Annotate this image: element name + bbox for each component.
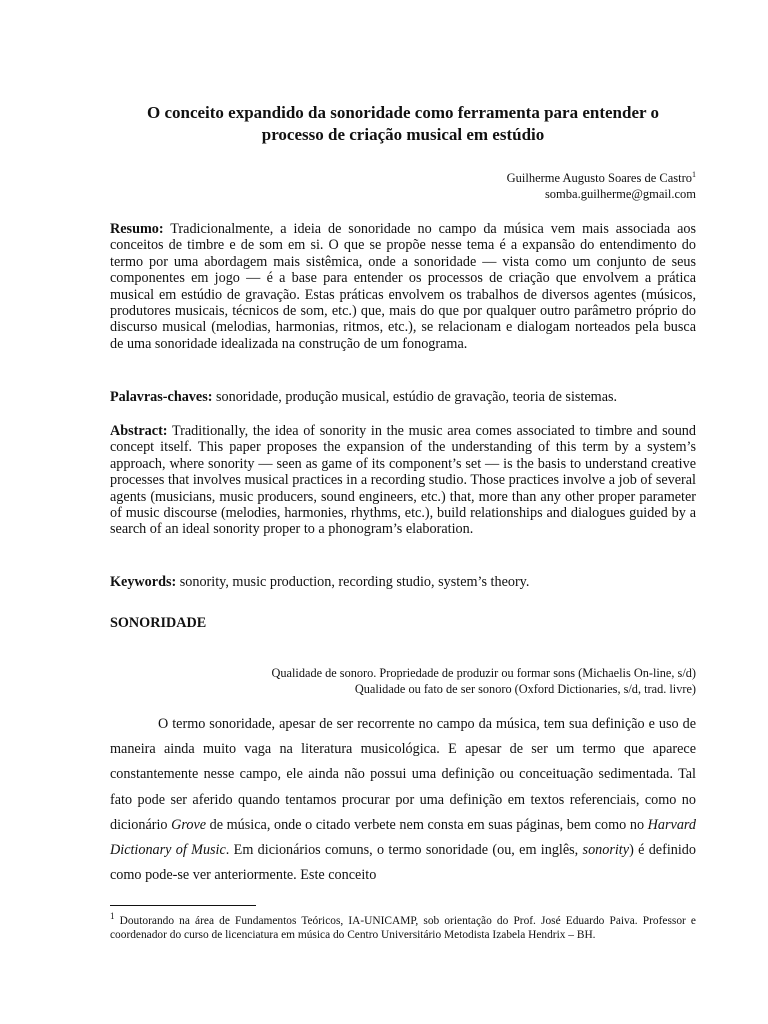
author-name: Guilherme Augusto Soares de Castro (506, 171, 692, 185)
palavras-text: sonoridade, produção musical, estúdio de gravação, teoria de sistemas. (212, 389, 618, 405)
body-part-3: . Em dicionários comuns, o termo sonoridade (ou, em inglês, (225, 842, 583, 859)
section-heading: SONORIDADE (110, 615, 207, 631)
body-part-4: ) é definido como pode-se ver anteriormente. Este conceito (110, 842, 696, 884)
body-italic-grove: Grove (171, 816, 207, 833)
paper-page (110, 0, 696, 1024)
paper-title (110, 102, 696, 146)
epigraph (136, 665, 696, 697)
epigraph-line-1: Qualidade de sonoro. Propriedade de produzir ou formar sons (Michaelis On-line, s/d) (271, 666, 696, 680)
footnote-text: Doutorando na área de Fundamentos Teóricos, IA-UNICAMP, sob orientação do Prof. José Eduardo Paiva. Professor e coordenador do curso de licenciatura em música do Centro Universitário Metodista Izabela Hendrix – BH. (110, 914, 696, 942)
footnote (110, 909, 696, 943)
body-italic-harvard: Harvard Dictionary of Music (110, 816, 696, 859)
body-italic-sonority: sonority (582, 842, 630, 859)
abstract-text: Traditionally, the idea of sonority in the music area comes associated to timbre and sound concept itself. This paper proposes the expansion of the understanding of this term by a system’s approach, where sonority — seen as game of its component’s set — is the basis to understand creative processes that involves musical practices in a recording studio. Those practices involve a job of several agents (musicians, music producers, sound engineers, etc.) that, more than any other proper parameter of music discourse (melodies, harmonies, rhythms, etc.), build relationships and dialogues guided by a search of an ideal sonority proper to a phonogram’s elaboration. (110, 423, 696, 538)
title-line-1: O conceito expandido da sonoridade como ferramenta para entender o (146, 103, 659, 122)
title-line-2: processo de criação musical em estúdio (261, 125, 545, 144)
keywords-paragraph (110, 574, 696, 590)
abstract-label: Abstract: (110, 423, 168, 439)
resumo-label: Resumo: (110, 221, 164, 237)
author-footnote-mark: 1 (692, 169, 696, 179)
body-paragraph (110, 712, 696, 888)
resumo-paragraph (110, 221, 696, 352)
body-part-1: O termo sonoridade, apesar de ser recorrente no campo da música, tem sua definição e uso de maneira ainda muito vaga na literatura musicológica. E apesar de ser um termo que aparece constantemente nesse campo, ele ainda não possui uma definição ou conceituação sedimentada. Tal fato pode ser aferido quando tentamos procurar por uma definição em textos referenciais, como no dicionário (110, 716, 696, 833)
author-name-line (296, 170, 696, 186)
palavras-chaves-paragraph (110, 389, 696, 405)
keywords-text: sonority, music production, recording studio, system’s theory. (176, 574, 530, 590)
body-text (110, 712, 696, 888)
resumo-text: Tradicionalmente, a ideia de sonoridade no campo da música vem mais associada aos conceitos de timbre e de som em si. O que se propõe nesse tema é a expansão do entendimento do termo por uma abordagem mais sistêmica, onde a sonoridade — vista como um conjunto de seus componentes em jogo — é a base para entender os processos de criação que envolvem a prática musical em estúdio de gravação. Estas práticas envolvem os trabalhos de diversos agentes (músicos, produtores musicais, técnicos de som, etc.) que, mais do que por qualquer outro parâmetro próprio do discurso musical (melodias, harmonias, ritmos, etc.), se relacionam e dialogam norteados pela busca de uma sonoridade idealizada na construção de um fonograma. (110, 221, 696, 352)
footnote-divider (110, 905, 256, 906)
footnote-mark: 1 (110, 911, 115, 921)
palavras-label: Palavras-chaves: (110, 389, 213, 405)
author-email: somba.guilherme@gmail.com (544, 187, 696, 201)
author-block (296, 170, 696, 202)
epigraph-line-2: Qualidade ou fato de ser sonoro (Oxford Dictionaries, s/d, trad. livre) (354, 682, 696, 696)
keywords-label: Keywords: (110, 574, 177, 590)
abstract-paragraph (110, 423, 696, 538)
body-part-2: de música, onde o citado verbete nem consta em suas páginas, bem como no (206, 816, 648, 833)
